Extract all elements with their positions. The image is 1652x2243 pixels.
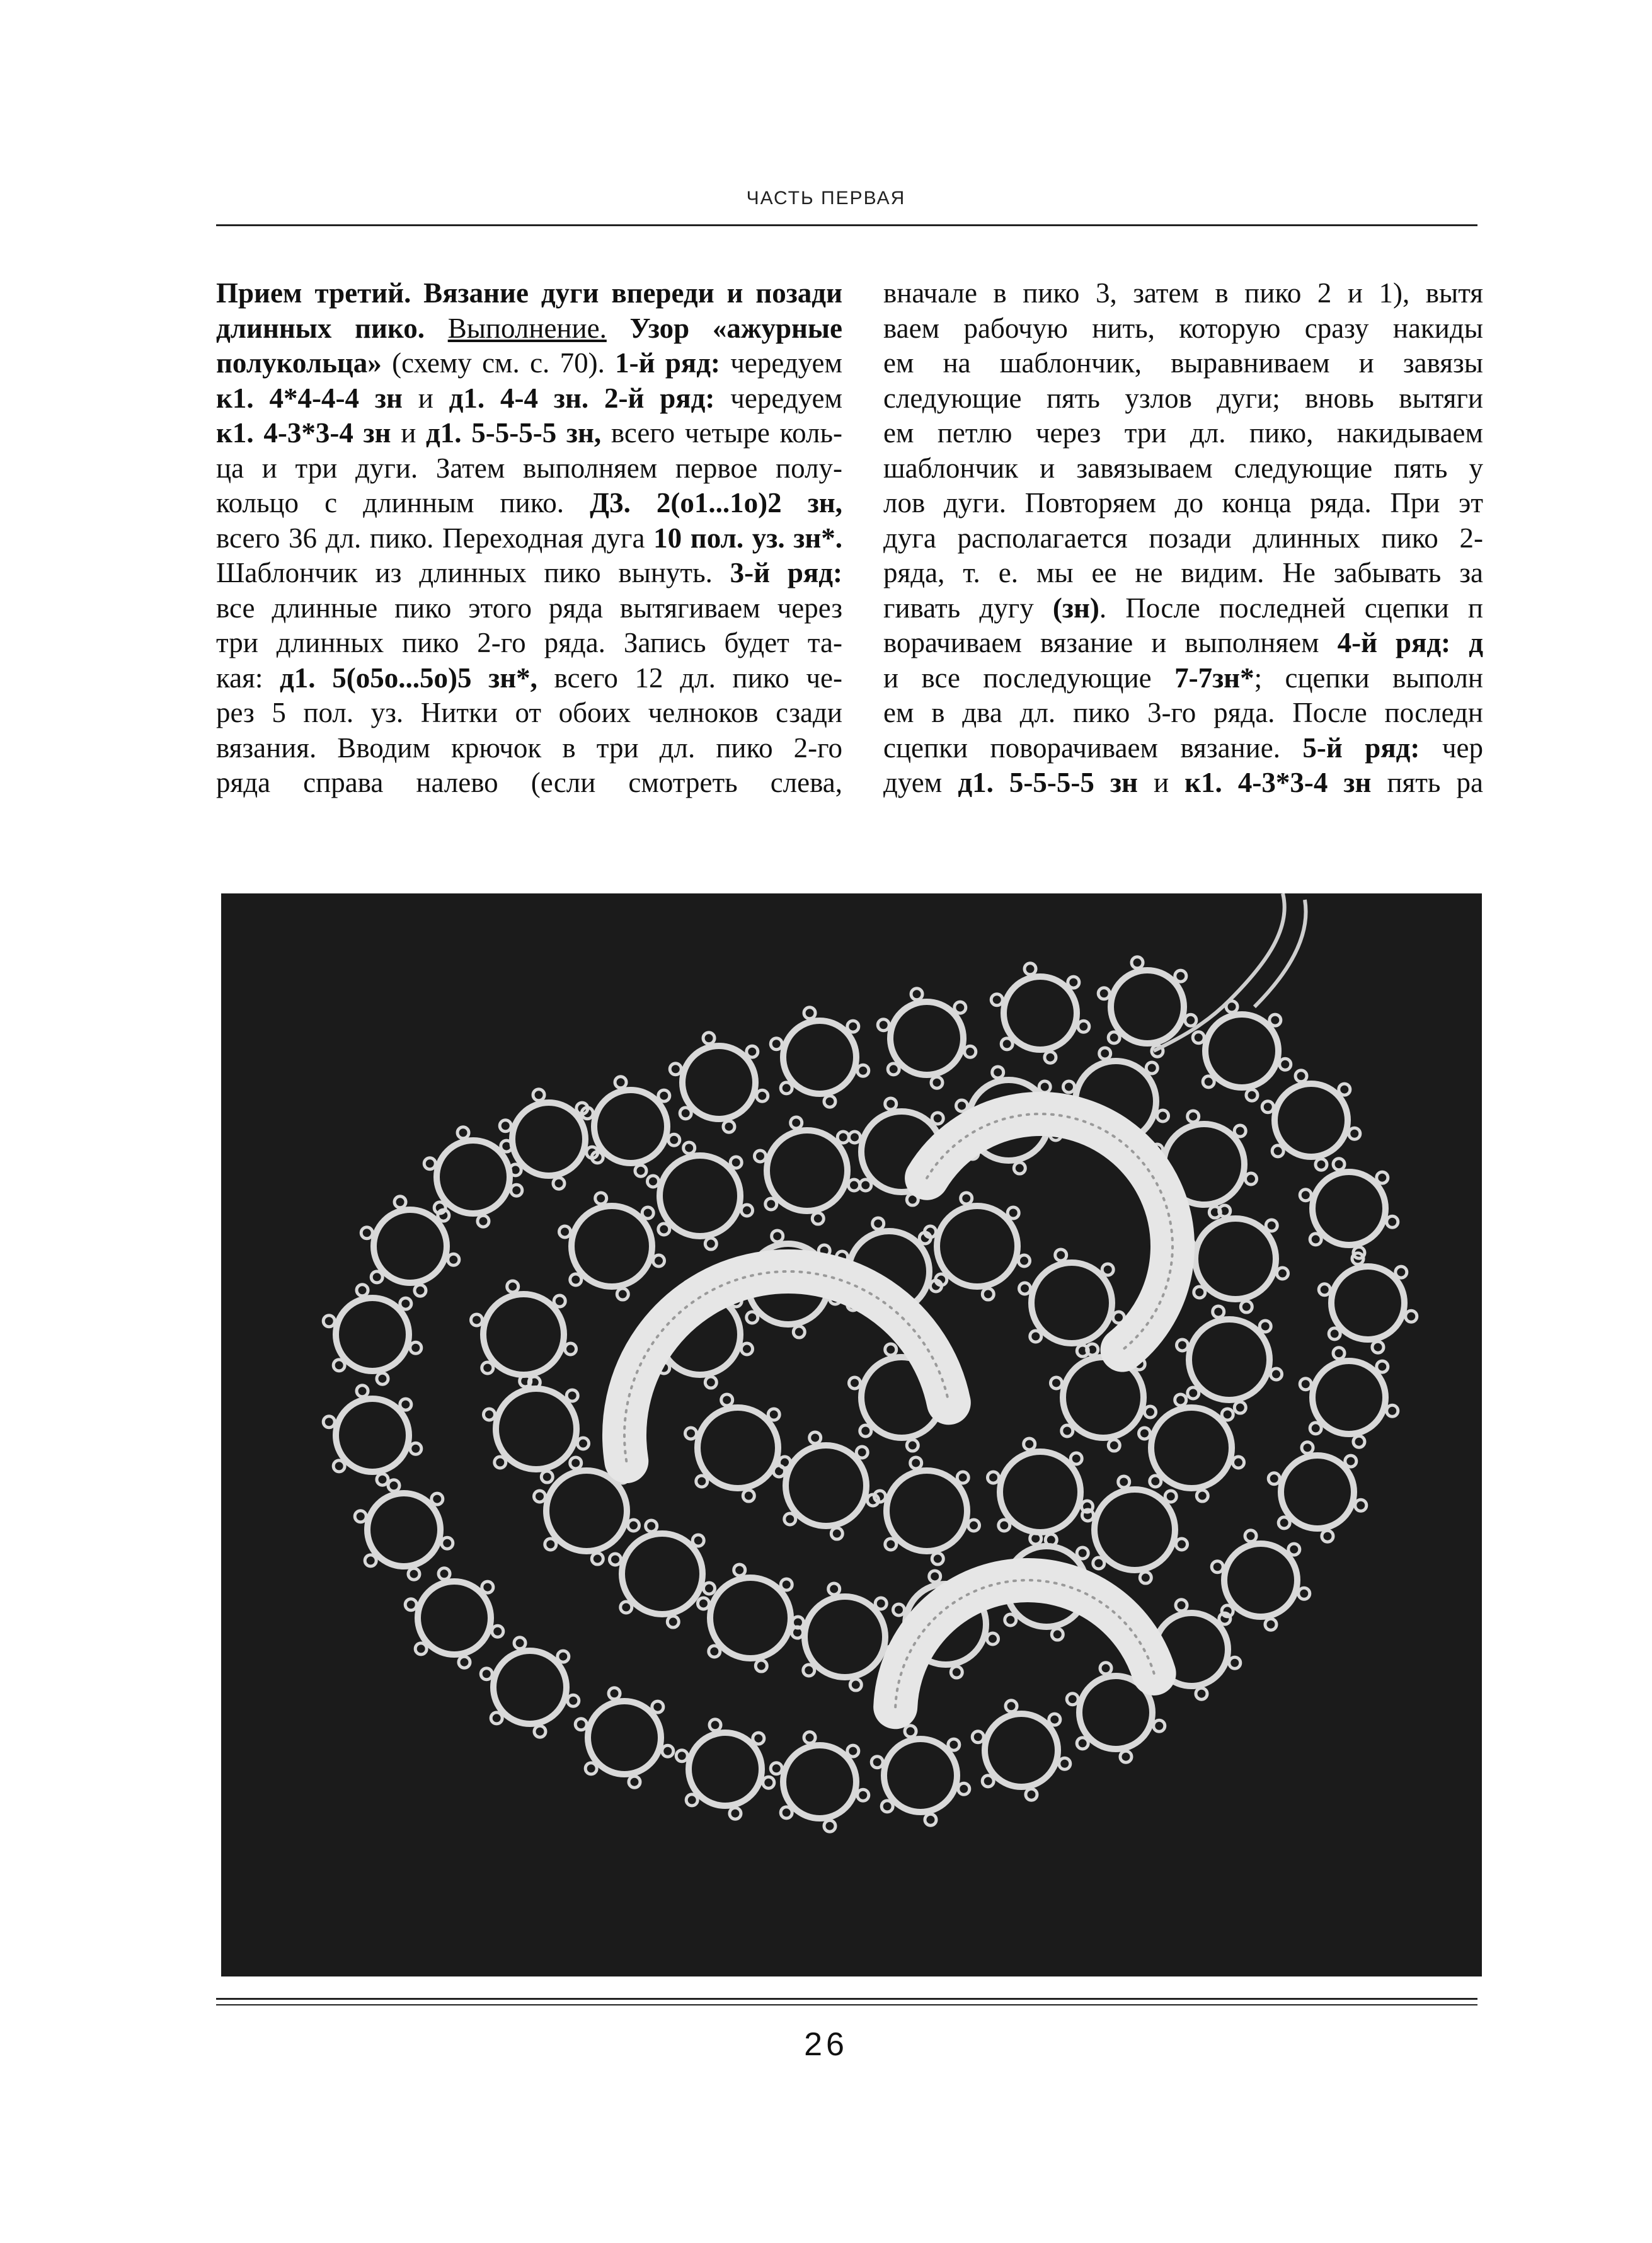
text-line xyxy=(883,381,1483,416)
text-run: всего 12 дл. пико че- xyxy=(537,662,842,694)
text-line xyxy=(216,276,842,311)
text-line xyxy=(216,346,842,381)
text-run: Шаблончик из длинных пико вынуть. xyxy=(216,557,730,588)
text-line xyxy=(883,346,1483,381)
text-run: шаблончик и завязываем следующие пять у xyxy=(883,452,1483,484)
text-run: дуем xyxy=(883,767,958,798)
text-run: пять ра xyxy=(1371,767,1483,798)
header-rule xyxy=(216,224,1477,226)
text-line xyxy=(883,661,1483,696)
text-line xyxy=(883,591,1483,626)
text-run: Прием третий. Вязание дуги впереди и позади xyxy=(216,277,842,309)
text-line xyxy=(216,661,842,696)
text-run: три длинных пико 2-го ряда. Запись будет та- xyxy=(216,627,842,658)
text-run: ряда, т. е. мы ее не видим. Не забывать за xyxy=(883,557,1483,588)
text-run: чер xyxy=(1420,731,1483,764)
running-head: ЧАСТЬ ПЕРВАЯ xyxy=(746,188,906,209)
text-run: ворачиваем вязание и выполняем xyxy=(883,627,1338,658)
text-column-left xyxy=(216,276,842,801)
text-run: д1. 5-5-5-5 зн xyxy=(958,767,1138,798)
text-run: полукольца» xyxy=(216,347,382,379)
text-line xyxy=(216,696,842,731)
footer-rule-thin xyxy=(216,2004,1477,2005)
text-line xyxy=(216,591,842,626)
text-run: 7-7зн* xyxy=(1174,662,1254,694)
text-line xyxy=(883,276,1483,311)
text-run: кая: xyxy=(216,662,280,694)
text-run: длинных пико. xyxy=(216,312,448,344)
text-line xyxy=(883,521,1483,556)
text-line xyxy=(883,486,1483,521)
text-run: (схему см. с. 70). xyxy=(381,347,616,379)
text-run: ца и три дуги. Затем выполняем первое полу- xyxy=(216,452,842,484)
text-run: все длинные пико этого ряда вытягиваем через xyxy=(216,592,842,624)
page-number: 26 xyxy=(804,2026,848,2063)
text-line xyxy=(216,451,842,486)
text-run: рез 5 пол. уз. Нитки от обоих челноков сзади xyxy=(216,697,842,728)
text-run: Выполнение. xyxy=(447,312,607,344)
text-line xyxy=(216,521,842,556)
text-line xyxy=(883,556,1483,591)
text-line xyxy=(883,731,1483,766)
text-run: и xyxy=(1137,767,1185,798)
text-column-right xyxy=(883,276,1483,801)
text-line xyxy=(883,451,1483,486)
text-run: 3-й ряд: xyxy=(730,557,842,588)
text-run: чередуем xyxy=(720,347,842,379)
text-run: чередуем xyxy=(714,382,842,414)
text-run: ем на шаблончик, выравниваем и завязы xyxy=(883,347,1483,379)
text-run: к1. 4-3*3-4 зн xyxy=(216,417,391,449)
text-line xyxy=(216,556,842,591)
text-run: д1. 5(о5о...5о)5 зн*, xyxy=(280,662,537,694)
text-run: ваем рабочую нить, которую сразу накиды xyxy=(883,312,1483,344)
text-run: всего четыре коль- xyxy=(601,417,842,449)
text-run: д1. 5-5-5-5 зн, xyxy=(426,417,602,449)
text-run: и все последующие xyxy=(883,662,1175,694)
text-run: д1. 4-4 зн. 2-й ряд: xyxy=(449,382,715,414)
text-run: к1. 4*4-4-4 зн xyxy=(216,382,403,414)
text-line xyxy=(216,731,842,766)
text-run: вязания. Вводим крючок в три дл. пико 2-го xyxy=(216,731,842,764)
text-line xyxy=(216,486,842,521)
text-line xyxy=(216,416,842,451)
text-run: лов дуги. Повторяем до конца ряда. При эт xyxy=(883,487,1483,519)
text-run: и xyxy=(402,382,449,414)
text-run: ем петлю через три дл. пико, накидываем xyxy=(883,417,1483,449)
text-run: . После последней сцепки п xyxy=(1099,592,1483,624)
text-line xyxy=(883,416,1483,451)
text-run: и xyxy=(391,417,427,449)
text-line xyxy=(883,311,1483,347)
text-run: следующие пять узлов дуги; вновь вытяги xyxy=(883,382,1483,414)
text-run: 1-й ряд: xyxy=(615,347,720,379)
lace-photograph xyxy=(221,893,1482,1976)
text-run: вначале в пико 3, затем в пико 2 и 1), вытя xyxy=(883,277,1483,309)
text-run: ряда справа налево (если смотреть слева, xyxy=(216,767,842,798)
text-run: 10 пол. уз. зн*. xyxy=(653,522,842,554)
text-run: ем в два дл. пико 3-го ряда. После последн xyxy=(883,697,1483,728)
text-run: кольцо с длинным пико. xyxy=(216,487,590,519)
text-line xyxy=(883,766,1483,801)
footer-rule xyxy=(216,1998,1477,2000)
text-run: ; сцепки выполн xyxy=(1254,662,1483,694)
text-line xyxy=(216,766,842,801)
text-run: Узор «ажурные xyxy=(606,312,842,344)
text-line xyxy=(216,311,842,347)
text-run: к1. 4-3*3-4 зн xyxy=(1185,767,1372,798)
text-run: сцепки поворачиваем вязание. xyxy=(883,731,1303,764)
text-run: 4-й ряд: д xyxy=(1337,627,1483,658)
text-line xyxy=(883,696,1483,731)
text-run: дуга располагается позади длинных пико 2- xyxy=(883,522,1483,554)
text-line xyxy=(216,381,842,416)
text-run: (зн) xyxy=(1052,592,1099,624)
text-run: гивать дугу xyxy=(883,592,1053,624)
text-line xyxy=(883,626,1483,661)
text-run: Д3. 2(о1...1о)2 зн, xyxy=(590,487,842,519)
text-run: 5-й ряд: xyxy=(1302,731,1420,764)
text-run: всего 36 дл. пико. Переходная дуга xyxy=(216,522,654,554)
text-line xyxy=(216,626,842,661)
